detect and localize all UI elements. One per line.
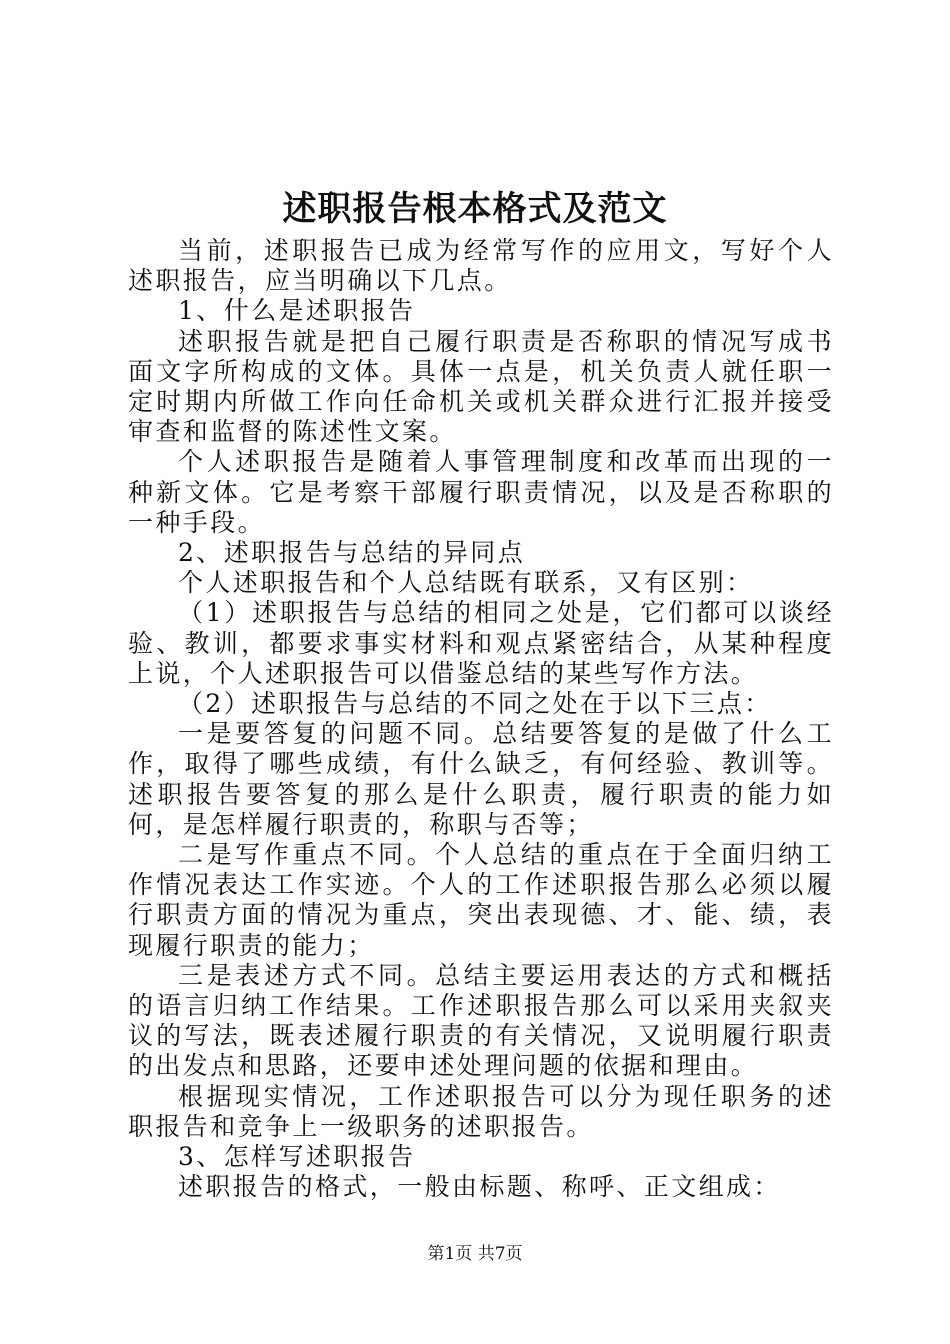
- document-title: 述职报告根本格式及范文: [282, 189, 668, 229]
- paragraph: 根据现实情况，工作述职报告可以分为现任职务的述职报告和竞争上一级职务的述职报告。: [128, 1081, 834, 1141]
- paragraph: （1）述职报告与总结的相同之处是，它们都可以谈经验、教训，都要求事实材料和观点紧密结合，从某种程度上说，个人述职报告可以借鉴总结的某些写作方法。: [128, 598, 834, 688]
- paragraph: 二是写作重点不同。个人总结的重点在于全面归纳工作情况表达工作实迹。个人的工作述职报告那么必须以履行职责方面的情况为重点，突出表现德、才、能、绩，表现履行职责的能力；: [128, 840, 834, 960]
- paragraph-intro: 当前，述职报告已成为经常写作的应用文，写好个人述职报告，应当明确以下几点。: [128, 236, 834, 296]
- paragraph: 一是要答复的问题不同。总结要答复的是做了什么工作，取得了哪些成绩，有什么缺乏，有何经验、教训等。述职报告要答复的那么是什么职责，履行职责的能力如何，是怎样履行职责的，称职与否等；: [128, 719, 834, 839]
- page-footer: 第1页 共7页: [427, 1244, 523, 1264]
- paragraph: 个人述职报告是随着人事管理制度和改革而出现的一种新文体。它是考察干部履行职责情况，以及是否称职的一种手段。: [128, 447, 834, 537]
- paragraph: （2）述职报告与总结的不同之处在于以下三点：: [178, 689, 772, 719]
- paragraph: 三是表述方式不同。总结主要运用表达的方式和概括的语言归纳工作结果。工作述职报告那么可以采用夹叙夹议的写法，既表述履行职责的有关情况，又说明履行职责的出发点和思路，还要申述处理问题的依据和理由。: [128, 960, 834, 1081]
- paragraph: 个人述职报告和个人总结既有联系，又有区别：: [178, 568, 754, 598]
- section-heading-1: 1、什么是述职报告: [178, 296, 416, 326]
- section-heading-2: 2、述职报告与总结的异同点: [178, 538, 526, 568]
- paragraph: 述职报告的格式，一般由标题、称呼、正文组成：: [178, 1172, 781, 1202]
- paragraph: 述职报告就是把自己履行职责是否称职的情况写成书面文字所构成的文体。具体一点是，机关负责人就任职一定时期内所做工作向任命机关或机关群众进行汇报并接受审查和监督的陈述性文案。: [128, 326, 834, 447]
- section-heading-3: 3、怎样写述职报告: [178, 1142, 416, 1172]
- document-body: [128, 236, 834, 1203]
